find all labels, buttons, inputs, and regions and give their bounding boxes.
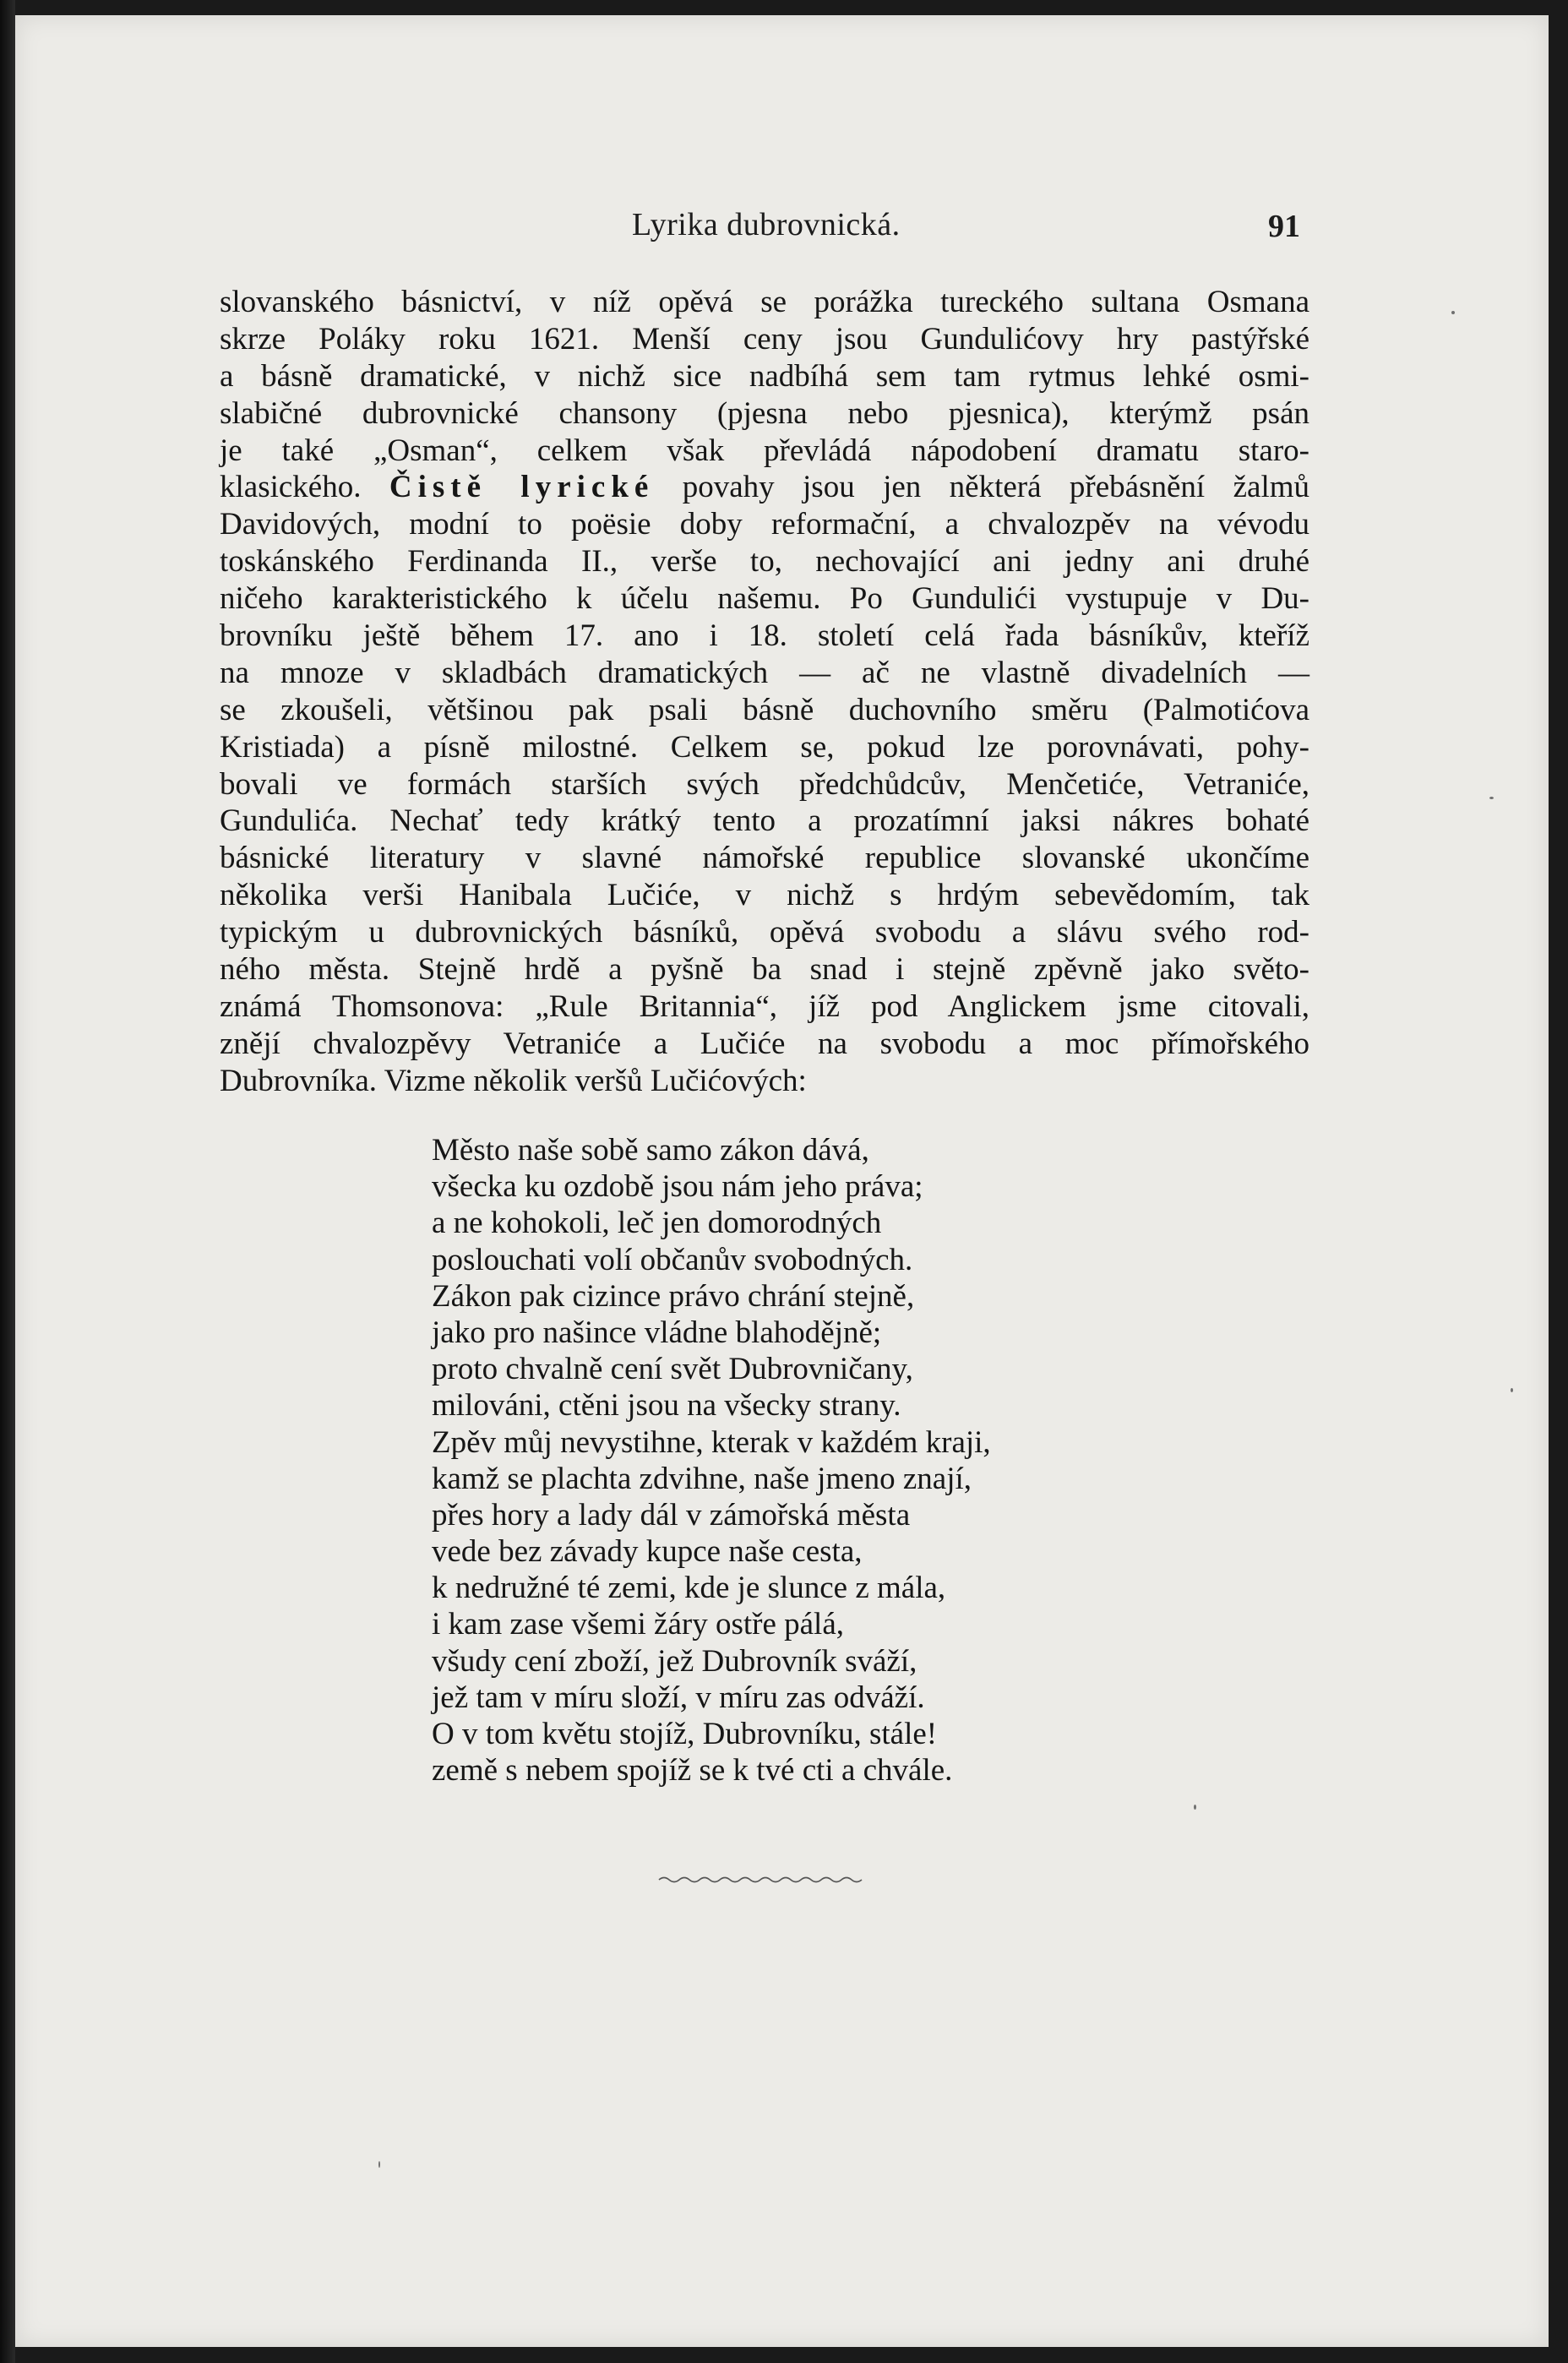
- body-line: slabičné dubrovnické chansony (pjesna nebo pjesnica), kterýmž psán: [220, 395, 1309, 431]
- poem-line: k nedružné té zemi, kde je slunce z mála,: [432, 1571, 946, 1606]
- scan-speck: [1511, 1388, 1513, 1392]
- book-page: [15, 15, 1549, 2347]
- body-line: několika verši Hanibala Lučiće, v nichž s hrdým sebevědomím, tak: [220, 878, 1309, 913]
- poem-verse-block: [432, 1132, 991, 1789]
- body-line-rest: povahy jsou jen některá přebásnění žalmů: [682, 470, 1309, 505]
- body-line: známá Thomsonova: „Rule Britannia“, jíž pod Anglickem jsme citovali,: [220, 988, 1309, 1024]
- body-line: Kristiada) a písně milostné. Celkem se, pokud lze porovnávati, pohy-: [220, 729, 1309, 765]
- scan-speck: [1489, 797, 1494, 799]
- body-line: Davidových, modní to poësie doby reformační, a chvalozpěv na vévodu: [220, 507, 1309, 542]
- scan-speck: [1451, 311, 1455, 314]
- scan-border-left: [0, 0, 15, 2363]
- page-number: 91: [1268, 209, 1300, 244]
- body-line: typickým u dubrovnických básníků, opěvá svobodu a slávu svého rod-: [220, 915, 1309, 950]
- poem-line: Město naše sobě samo zákon dává,: [432, 1133, 869, 1168]
- poem-line: vede bez závady kupce naše cesta,: [432, 1534, 863, 1570]
- body-line: toskánského Ferdinanda II., verše to, nechovající ani jedny ani druhé: [220, 544, 1309, 580]
- body-line: ného města. Stejně hrdě a pyšně ba snad i stejně zpěvně jako světo-: [220, 952, 1309, 988]
- body-line: brovníku ještě během 17. ano i 18. století celá řada básníkův, kteříž: [220, 618, 1309, 654]
- running-title: Lyrika dubrovnická.: [632, 207, 901, 242]
- poem-line: O v tom květu stojíž, Dubrovníku, stále!: [432, 1717, 938, 1751]
- poem-line: jako pro našince vládne blahodějně;: [432, 1315, 882, 1350]
- poem-line: poslouchati volí občanův svobodných.: [432, 1242, 913, 1277]
- poem-line: milováni, ctěni jsou na všecky strany.: [432, 1388, 901, 1424]
- body-line: na mnoze v skladbách dramatických — ač ne vlastně divadelních —: [220, 655, 1309, 690]
- poem-line: a ne kohokoli, leč jen domorodných: [432, 1206, 882, 1241]
- poem-line: Zákon pak cizince právo chrání stejně,: [432, 1278, 915, 1314]
- body-line-start: klasického.: [220, 470, 362, 505]
- poem-line: všecka ku ozdobě jsou nám jeho práva;: [432, 1169, 923, 1205]
- scan-speck: [378, 2161, 380, 2168]
- body-line: ničeho karakteristického k účelu našemu. Po Gundulići vystupuje v Du-: [220, 581, 1309, 617]
- body-line: a básně dramatické, v nichž sice nadbíhá sem tam rytmus lehké osmi-: [220, 358, 1309, 394]
- body-line: básnické literatury v slavné námořské republice slovanské ukončíme: [220, 841, 1309, 876]
- poem-line: jež tam v míru složí, v míru zas odváží.: [432, 1680, 925, 1715]
- poem-line: všudy cení zboží, jež Dubrovník sváží,: [432, 1643, 917, 1679]
- body-line: Gundulića. Nechať tedy krátký tento a prozatímní jaksi nákres bohaté: [220, 803, 1309, 839]
- poem-line: proto chvalně cení svět Dubrovničany,: [432, 1352, 913, 1387]
- poem-line: země s nebem spojíž se k tvé cti a chvále.: [432, 1753, 953, 1789]
- body-line: se zkoušeli, většinou pak psali básně duchovního směru (Palmotićova: [220, 692, 1309, 727]
- body-line: skrze Poláky roku 1621. Menší ceny jsou Gundulićovy hry pastýřské: [220, 321, 1309, 357]
- body-line: znějí chvalozpěvy Vetraniće a Lučiće na svobodu a moc přímořského: [220, 1026, 1309, 1061]
- poem-line: Zpěv můj nevystihne, kterak v každém kraji,: [432, 1424, 991, 1460]
- end-ornament-rule: [657, 1874, 868, 1886]
- body-paragraph: [220, 284, 1309, 1100]
- body-line: bovali ve formách starších svých předchůdcův, Menčetiće, Vetraniće,: [220, 766, 1309, 802]
- poem-line: kamž se plachta zdvihne, naše jmeno znají,: [432, 1461, 972, 1496]
- poem-line: přes hory a lady dál v zámořská města: [432, 1497, 911, 1533]
- body-line: Dubrovníka. Vizme několik veršů Lučićových:: [220, 1063, 807, 1098]
- body-line-mixed: [220, 469, 1309, 506]
- emphasized-spaced-text: Čistě lyrické: [389, 470, 655, 505]
- scan-speck: [1194, 1805, 1196, 1810]
- body-line: slovanského básnictví, v níž opěvá se porážka tureckého sultana Osmana: [220, 285, 1309, 319]
- body-line: je také „Osman“, celkem však převládá nápodobení dramatu staro-: [220, 433, 1309, 468]
- poem-line: i kam zase všemi žáry ostře pálá,: [432, 1607, 844, 1642]
